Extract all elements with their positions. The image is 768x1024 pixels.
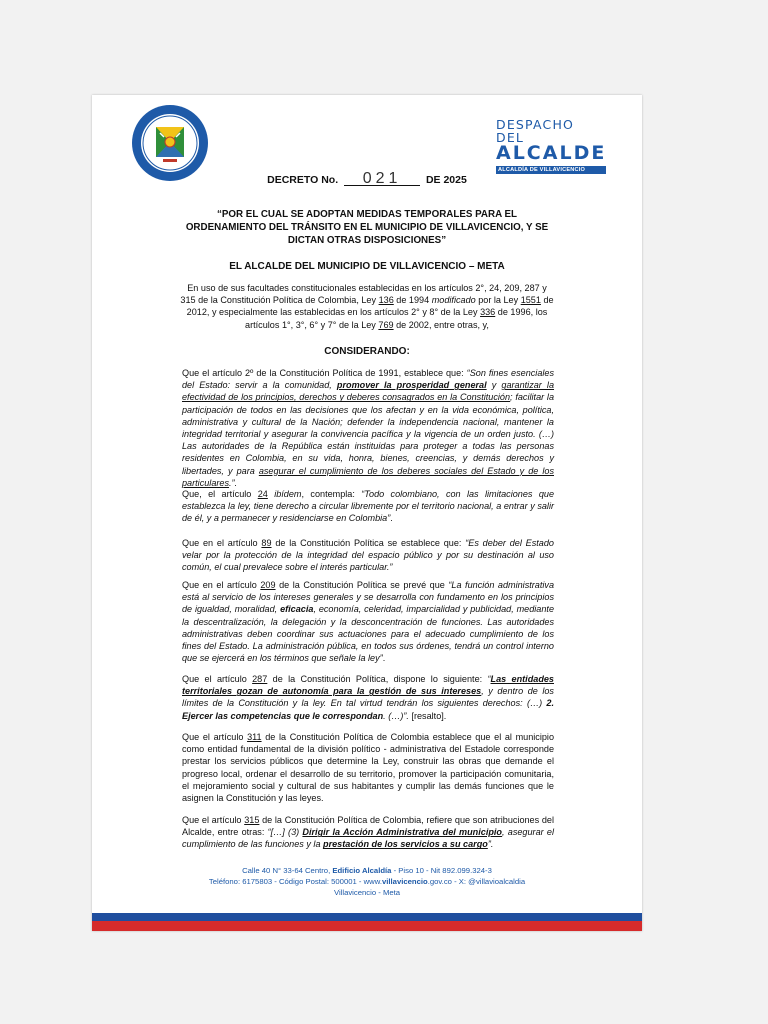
quote-text: “La función administrativa está al servicio de los intereses generales y se desarrolla con fundamento en los principios de igualdad, moralidad, xyxy=(182,580,555,615)
quote-text: , asegurar el cumplimiento de las funciones y la xyxy=(182,827,554,850)
municipal-seal-logo xyxy=(130,103,210,183)
paragraph-article-2 xyxy=(182,367,554,489)
footer-text: - Piso 10 - Nit 892.099.324-3 xyxy=(391,866,492,875)
quote-text: “Son fines esenciales del Estado: servir a la comunidad, xyxy=(182,368,554,391)
brand-bar-text: ALCALDÍA DE VILLAVICENCIO xyxy=(496,166,606,174)
emphasis-text: Las entidades territoriales gozan de autonomía para la gestión de sus intereses xyxy=(182,674,554,697)
footer-address-line xyxy=(92,865,642,876)
para-text: Que el artículo xyxy=(182,674,253,684)
footer-text: Teléfono: 6175803 - Código Postal: 500001 - www. xyxy=(208,877,382,886)
para-text: ibídem xyxy=(267,489,302,499)
intro-text: por la Ley xyxy=(475,295,521,306)
footer-website-link[interactable]: villavicencio xyxy=(381,877,428,886)
quote-text: y xyxy=(486,380,502,391)
quote-text: “Es deber del Estado velar por la protección de la integridad del espacio público y por su destinación al uso común, el cual prevalece sobre el interés particular.” xyxy=(182,538,554,573)
footer-blue-stripe xyxy=(92,913,642,921)
para-text: de la Constitución Política de Colombia establece que el al municipio como entidad fundamental de la división político - administrativa del Estadole corresponde prestar los servicios públicos que determine la Ley, construir las obras que demande el progreso local, ordenar el desarrollo de su territorio, promover la participación comunitaria, el mejoramiento social y cultural de sus habitantes y cumplir las demás funciones que le asignen la Constitución y las leyes. xyxy=(182,732,555,804)
footer-phone-line xyxy=(92,876,642,887)
article-24-ref: 24 xyxy=(257,489,268,499)
decree-title: “POR EL CUAL SE ADOPTAN MEDIDAS TEMPORALES PARA EL ORDENAMIENTO DEL TRÁNSITO EN EL MUNICIPIO DE VILLAVICENCIO, Y SE DICTAN OTRAS DISPOSICIONES” xyxy=(185,209,549,246)
footer-text: Calle 40 N° 33-64 Centro, xyxy=(242,866,333,875)
para-text: Que en el artículo xyxy=(182,538,262,548)
ley-769-ref: 769 xyxy=(378,319,394,330)
article-209-ref: 209 xyxy=(260,580,276,590)
paragraph-article-311 xyxy=(182,731,554,804)
article-311-ref: 311 xyxy=(247,732,262,742)
para-text: Que el artículo xyxy=(182,732,248,742)
decree-number-line xyxy=(92,170,642,187)
para-text: de la Constitución Política se prevé que xyxy=(275,580,449,590)
para-text: Que en el artículo xyxy=(182,580,261,590)
quote-text: ; facilitar la participación de todos en las decisiones que los afectan y en la vida económica, política, administrativa y cultural de la Nación; defender la independencia nacional, mantener la integridad territorial y asegurar la convivencia pacífica y la vigencia de un orden justo. (…) Las autoridades de la República están instituidas para proteger a todas las personas residentes en Colombia, en su vida, honra, bienes, creencias, y demás derechos y libertades, y para xyxy=(182,392,555,476)
para-text: . xyxy=(382,653,386,664)
para-text: Que el artículo xyxy=(182,815,245,825)
document-page xyxy=(92,95,642,931)
paragraph-article-315 xyxy=(182,814,554,851)
intro-text: de 2012, y especialmente las establecidas en los artículos 2° y 8° de la Ley xyxy=(186,295,554,318)
considerando-heading: CONSIDERANDO: xyxy=(324,346,410,357)
para-text: , contempla: xyxy=(301,489,362,499)
intro-text: de 1996, los artículos 1°, 3°, 6° y 7° de la Ley xyxy=(245,307,548,330)
quote-text: “Todo colombiano, con las limitaciones que establezca la ley, tiene derecho a circular libremente por el territorio nacional, a entrar y salir de él, y a permanecer y residenciarse en Colombia” xyxy=(182,489,555,524)
footer-text: .gov.co - X: @villavioalcaldia xyxy=(427,877,526,886)
footer-red-stripe xyxy=(92,921,642,931)
decree-number: 021 xyxy=(344,173,420,186)
quote-text: .”. xyxy=(229,477,238,488)
intro-text: de 1994 xyxy=(393,295,432,306)
quote-text: , y dentro de los límites de la Constitución y la ley. En tal virtud tendrán los siguientes derechos: (…) xyxy=(182,686,554,709)
para-text: de la Constitución Política se establece que: xyxy=(271,538,466,548)
article-89-ref: 89 xyxy=(261,538,272,548)
emphasis-text: prestación de los servicios a su cargo xyxy=(323,839,488,850)
para-text: de la Constitución Política, dispone lo siguiente: xyxy=(267,674,488,684)
quote-text: “ xyxy=(487,674,491,684)
quote-text: , economía, celeridad, imparcialidad y publicidad, mediante la descentralización, la delegación y la desconcentración de funciones. Las autoridades administrativas deben coordinar sus actuaciones para el adecuado cumplimiento de los fines del Estado. La administración pública, en todos sus órdenes, tendrá un control interno que se ejercerá en los términos que señale la ley” xyxy=(182,604,554,664)
paragraph-article-24 xyxy=(182,488,554,525)
intro-text: de 2002, entre otras, y, xyxy=(393,319,489,330)
para-text: Que, el artículo xyxy=(182,489,258,499)
decree-prefix: DECRETO No. xyxy=(267,174,339,186)
para-text: [resalto]. xyxy=(408,710,447,721)
quote-text: ”. xyxy=(487,839,494,850)
emphasis-text: asegurar el cumplimiento de los deberes sociales del Estado y de los particulares xyxy=(182,465,554,488)
paragraph-article-209 xyxy=(182,579,554,664)
quote-text: . (…)”. xyxy=(383,710,409,721)
paragraph-article-89 xyxy=(182,537,554,574)
footer-city-line: Villavicencio - Meta xyxy=(333,888,401,897)
intro-text: En uso de sus facultades constitucionales establecidas en los artículos 2°, 24, 209, 287 y 315 de la Constitución Política de Colombia, Ley xyxy=(180,283,547,306)
emphasis-text: 2. Ejercer las competencias que le correspondan xyxy=(182,698,554,721)
quote-text: “[…] (3) xyxy=(267,827,303,838)
decree-suffix: DE 2025 xyxy=(425,174,467,186)
intro-paragraph xyxy=(180,282,554,331)
ley-1551-ref: 1551 xyxy=(520,295,541,306)
ley-336-ref: 336 xyxy=(480,307,496,318)
footer-contact xyxy=(92,865,642,898)
mayor-heading: EL ALCALDE DEL MUNICIPIO DE VILLAVICENCIO – META xyxy=(229,261,505,272)
intro-text: modificado xyxy=(431,295,476,306)
brand-main-text: ALCALDE xyxy=(496,142,607,164)
footer-text: Edificio Alcaldía xyxy=(332,866,392,875)
emphasis-text: Dirigir la Acción Administrativa del municipio xyxy=(302,827,502,838)
despacho-del-alcalde-logo xyxy=(496,119,606,174)
para-text: . xyxy=(390,513,393,524)
brand-top-text: DESPACHO DEL xyxy=(496,117,575,145)
ley-136-ref: 136 xyxy=(378,295,394,306)
para-text: Que el artículo 2º de la Constitución Política de 1991, establece que: xyxy=(182,368,467,378)
paragraph-article-287 xyxy=(182,673,554,722)
emphasis-text: promover la prosperidad general xyxy=(336,380,487,391)
para-text: de la Constitución Política de Colombia, refiere que son atribuciones del Alcalde, entre otras: xyxy=(182,815,555,838)
article-315-ref: 315 xyxy=(244,815,260,825)
emphasis-text: eficacia xyxy=(280,604,314,615)
emphasis-text: garantizar la efectividad de los principios, derechos y deberes consagrados en la Constitución xyxy=(182,380,555,403)
article-287-ref: 287 xyxy=(252,674,268,684)
